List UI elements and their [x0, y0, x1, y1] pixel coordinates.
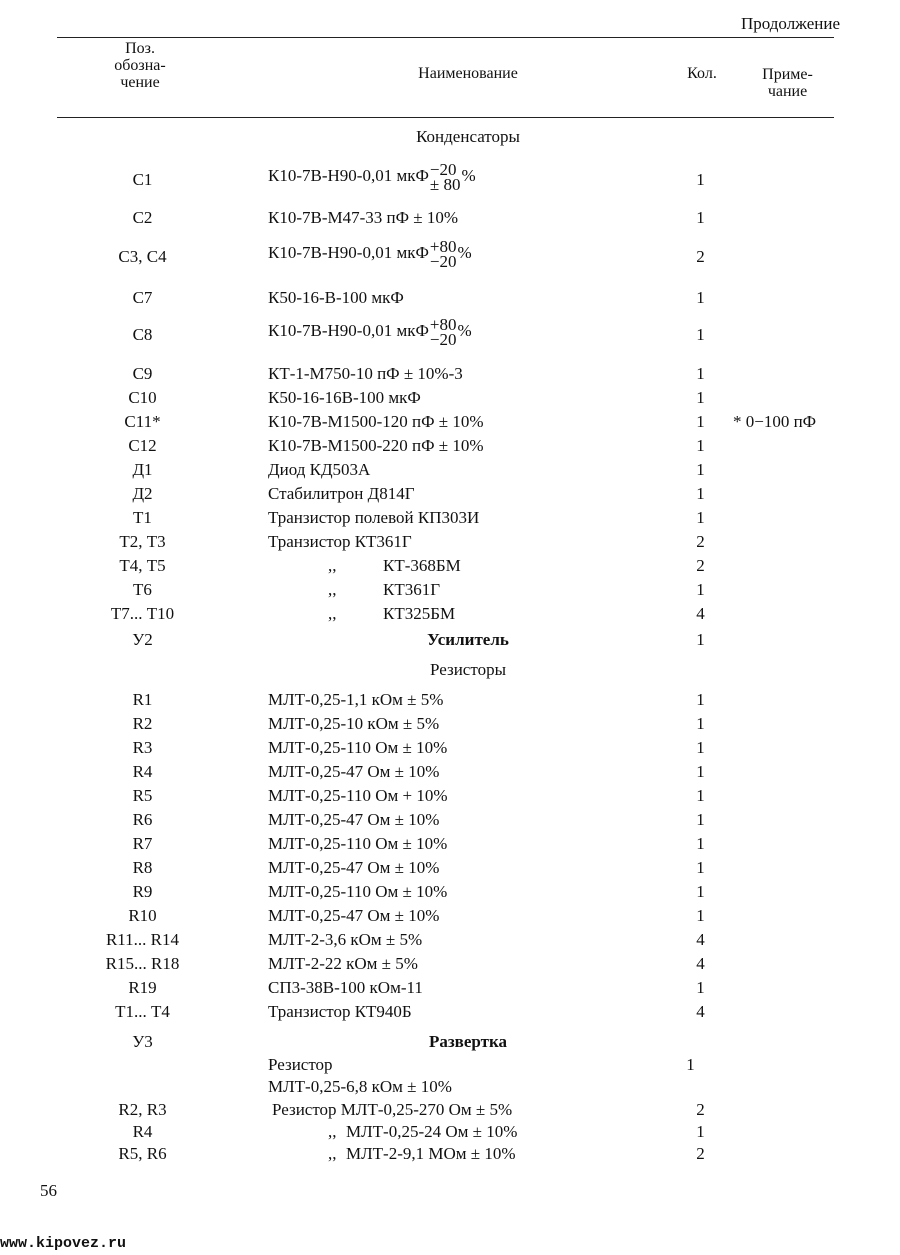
row-name-text: К10-7В-Н90-0,01 мкФ	[268, 320, 429, 340]
row-name	[268, 1032, 668, 1052]
row-quantity: 1	[696, 388, 705, 407]
row-name	[268, 1144, 516, 1164]
row-name-text: МЛТ-2-22 кОм ± 5%	[268, 954, 418, 973]
percent-sign: %	[457, 242, 472, 262]
row-name-text: МЛТ-0,25-110 Ом ± 10%	[268, 882, 448, 901]
ditto-mark: ,,	[328, 1122, 337, 1141]
row-name-text: МЛТ-0,25-110 Ом ± 10%	[268, 834, 448, 853]
row-position: C3, C4	[118, 247, 167, 266]
row-name-text: К10-7В-Н90-0,01 мкФ	[268, 165, 429, 185]
row-name-text: Диод КД503А	[268, 460, 371, 479]
row-name	[268, 690, 443, 710]
row-quantity: 4	[696, 604, 705, 623]
row-name	[268, 1002, 412, 1022]
row-quantity: 2	[696, 556, 705, 575]
row-name-text: КТ-1-М750-10 пФ ± 10%-3	[268, 364, 463, 383]
row-quantity: 1	[696, 508, 705, 527]
row-name	[268, 882, 447, 902]
tolerance-fraction	[430, 162, 461, 192]
row-quantity: 1	[696, 484, 705, 503]
row-name-text: К10-7В-М1500-220 пФ ± 10%	[268, 436, 484, 455]
row-position: Д2	[132, 484, 153, 503]
row-position: Д1	[132, 460, 153, 479]
row-name	[268, 556, 461, 576]
column-header-qty: Кол.	[687, 65, 717, 82]
row-name-text: МЛТ-2-3,6 кОм ± 5%	[268, 930, 423, 949]
tolerance-upper: +80	[429, 237, 457, 256]
row-position: Т2, Т3	[119, 532, 166, 551]
row-name-text: К50-16-В-100 мкФ	[268, 288, 404, 307]
column-header-name: Наименование	[418, 65, 518, 82]
row-quantity: 1	[696, 690, 705, 709]
tolerance-lower: −20	[429, 252, 457, 271]
row-name	[268, 1077, 452, 1097]
row-quantity: 1	[696, 738, 705, 757]
row-name-text: МЛТ-0,25-47 Ом ± 10%	[268, 906, 440, 925]
row-position: C1	[132, 170, 153, 189]
row-name	[268, 364, 463, 384]
row-position: C7	[132, 288, 153, 307]
row-name-text: МЛТ-2-9,1 МОм ± 10%	[346, 1144, 516, 1163]
ditto-mark: ,,	[328, 1144, 337, 1163]
continuation-label: Продолжение	[740, 14, 840, 33]
row-position: Т1	[133, 508, 152, 527]
column-header-position: Поз. обозна- чение	[114, 40, 166, 91]
row-quantity: 1	[696, 834, 705, 853]
watermark: www.kipovez.ru	[0, 1235, 127, 1252]
row-name-text: МЛТ-0,25-10 кОм ± 5%	[268, 714, 440, 733]
row-name-text: МЛТ-0,25-24 Ом ± 10%	[346, 1122, 518, 1141]
row-name-text: К10-7В-М47-33 пФ ± 10%	[268, 208, 459, 227]
header-bottom-rule	[57, 117, 834, 118]
row-quantity: 1	[696, 580, 705, 599]
row-quantity: 2	[696, 532, 705, 551]
row-quantity: 1	[696, 460, 705, 479]
row-position: Т1... Т4	[115, 1002, 170, 1021]
row-name	[268, 1055, 333, 1075]
ditto-mark: ,,	[328, 580, 337, 599]
row-name-text: КТ325БМ	[383, 604, 456, 623]
row-quantity: 1	[696, 630, 705, 649]
row-quantity: 1	[696, 1122, 705, 1141]
row-name	[268, 906, 439, 926]
row-quantity: 1	[696, 786, 705, 805]
row-position: R3	[132, 738, 153, 757]
row-name	[268, 810, 439, 830]
tolerance-upper: +80	[429, 315, 457, 334]
row-name	[268, 288, 404, 308]
row-name	[268, 834, 447, 854]
row-name-text: МЛТ-0,25-47 Ом ± 10%	[268, 810, 440, 829]
row-position: C8	[132, 325, 153, 344]
row-name-text: Стабилитрон Д814Г	[268, 484, 415, 503]
row-position: R19	[128, 978, 157, 997]
tolerance-fraction	[430, 239, 457, 269]
row-name-text: Усилитель	[427, 630, 509, 649]
row-name	[268, 460, 370, 480]
row-position: R2, R3	[118, 1100, 167, 1119]
ditto-mark: ,,	[328, 556, 337, 575]
row-quantity: 1	[696, 906, 705, 925]
row-name-text: МЛТ-0,25-1,1 кОм ± 5%	[268, 690, 444, 709]
row-name	[268, 436, 484, 456]
row-name	[268, 930, 422, 950]
tolerance-fraction	[430, 317, 457, 347]
row-position: R11... R14	[105, 930, 180, 949]
row-name	[268, 978, 423, 998]
row-position: R2	[132, 714, 153, 733]
row-name	[268, 714, 439, 734]
row-position: Т4, Т5	[119, 556, 166, 575]
row-note: * 0−100 пФ	[733, 412, 817, 431]
row-name-text: МЛТ-0,25-110 Ом + 10%	[268, 786, 448, 805]
percent-sign: %	[457, 320, 472, 340]
row-quantity: 4	[696, 954, 705, 973]
row-position: R4	[132, 1122, 153, 1141]
row-name	[268, 1122, 517, 1142]
row-name	[268, 762, 439, 782]
row-name	[268, 604, 455, 624]
row-position: R1	[132, 690, 153, 709]
header-top-rule	[57, 37, 834, 38]
row-name	[268, 954, 418, 974]
row-quantity: 1	[696, 714, 705, 733]
row-name	[268, 388, 421, 408]
tolerance-lower: −20	[429, 330, 457, 349]
row-name-text: К10-7В-Н90-0,01 мкФ	[268, 242, 429, 262]
row-name-text: КТ361Г	[383, 580, 441, 599]
row-position: C9	[132, 364, 153, 383]
row-position: R5, R6	[118, 1144, 167, 1163]
row-name	[268, 484, 415, 504]
row-quantity: 2	[696, 1144, 705, 1163]
row-position: C2	[132, 208, 153, 227]
row-name-text: МЛТ-0,25-6,8 кОм ± 10%	[268, 1077, 452, 1096]
row-name-text: Транзистор КТ361Г	[268, 532, 412, 551]
column-header-note: Приме- чание	[762, 66, 813, 100]
row-name	[268, 162, 476, 192]
row-position: C12	[128, 436, 157, 455]
row-name-text: КТ-368БМ	[383, 556, 461, 575]
row-quantity: 1	[696, 858, 705, 877]
row-position: Т7... Т10	[110, 604, 175, 623]
row-position: C11*	[124, 412, 161, 431]
section-title-resistors: Резисторы	[430, 660, 506, 679]
row-position: R6	[132, 810, 153, 829]
row-position: R5	[132, 786, 153, 805]
row-name-text: Резистор	[268, 1055, 333, 1074]
row-position: R8	[132, 858, 153, 877]
section-title-capacitors: Конденсаторы	[416, 127, 520, 146]
tolerance-upper: −20	[429, 160, 457, 179]
row-name	[268, 630, 668, 650]
row-name	[268, 208, 458, 228]
row-name-text: Резистор МЛТ-0,25-270 Ом ± 5%	[272, 1100, 513, 1119]
row-quantity: 1	[696, 412, 705, 431]
row-position: R4	[132, 762, 153, 781]
row-position: У2	[132, 630, 153, 649]
row-name	[268, 858, 439, 878]
row-quantity: 1	[696, 170, 705, 189]
row-position: R10	[128, 906, 157, 925]
row-name-text: СП3-38В-100 кОм-11	[268, 978, 423, 997]
row-quantity: 1	[696, 978, 705, 997]
row-quantity: 2	[696, 1100, 705, 1119]
row-name	[268, 239, 472, 269]
row-quantity: 1	[696, 364, 705, 383]
row-name	[268, 317, 472, 347]
row-name-text: МЛТ-0,25-47 Ом ± 10%	[268, 858, 440, 877]
row-quantity: 1	[696, 882, 705, 901]
row-quantity: 1	[696, 762, 705, 781]
page-number: 56	[40, 1181, 57, 1200]
row-quantity: 1	[696, 810, 705, 829]
ditto-mark: ,,	[328, 604, 337, 623]
row-name-text: МЛТ-0,25-47 Ом ± 10%	[268, 762, 440, 781]
row-position: R15... R18	[105, 954, 180, 973]
row-quantity: 4	[696, 930, 705, 949]
row-name	[268, 412, 484, 432]
row-position: Т6	[133, 580, 152, 599]
row-position: У3	[132, 1032, 153, 1051]
row-quantity: 1	[696, 288, 705, 307]
row-position: C10	[128, 388, 157, 407]
row-quantity: 1	[696, 436, 705, 455]
row-name-text: МЛТ-0,25-110 Ом ± 10%	[268, 738, 448, 757]
row-name-text: Транзистор полевой КП303И	[268, 508, 480, 527]
row-quantity: 1	[696, 325, 705, 344]
row-quantity: 1	[686, 1055, 695, 1074]
row-name	[268, 508, 479, 528]
row-name-text: К50-16-16В-100 мкФ	[268, 388, 421, 407]
row-quantity: 2	[696, 247, 705, 266]
tolerance-lower: ± 80	[429, 175, 461, 194]
row-name	[272, 1100, 512, 1120]
percent-sign: %	[461, 165, 476, 185]
row-position: R9	[132, 882, 153, 901]
row-name-text: Транзистор КТ940Б	[268, 1002, 412, 1021]
row-quantity: 1	[696, 208, 705, 227]
row-name-text: Развертка	[428, 1032, 508, 1051]
row-name	[268, 738, 447, 758]
row-position: R7	[132, 834, 153, 853]
row-name-text: К10-7В-М1500-120 пФ ± 10%	[268, 412, 484, 431]
row-name	[268, 580, 440, 600]
row-quantity: 4	[696, 1002, 705, 1021]
row-name	[268, 532, 412, 552]
row-name	[268, 786, 448, 806]
